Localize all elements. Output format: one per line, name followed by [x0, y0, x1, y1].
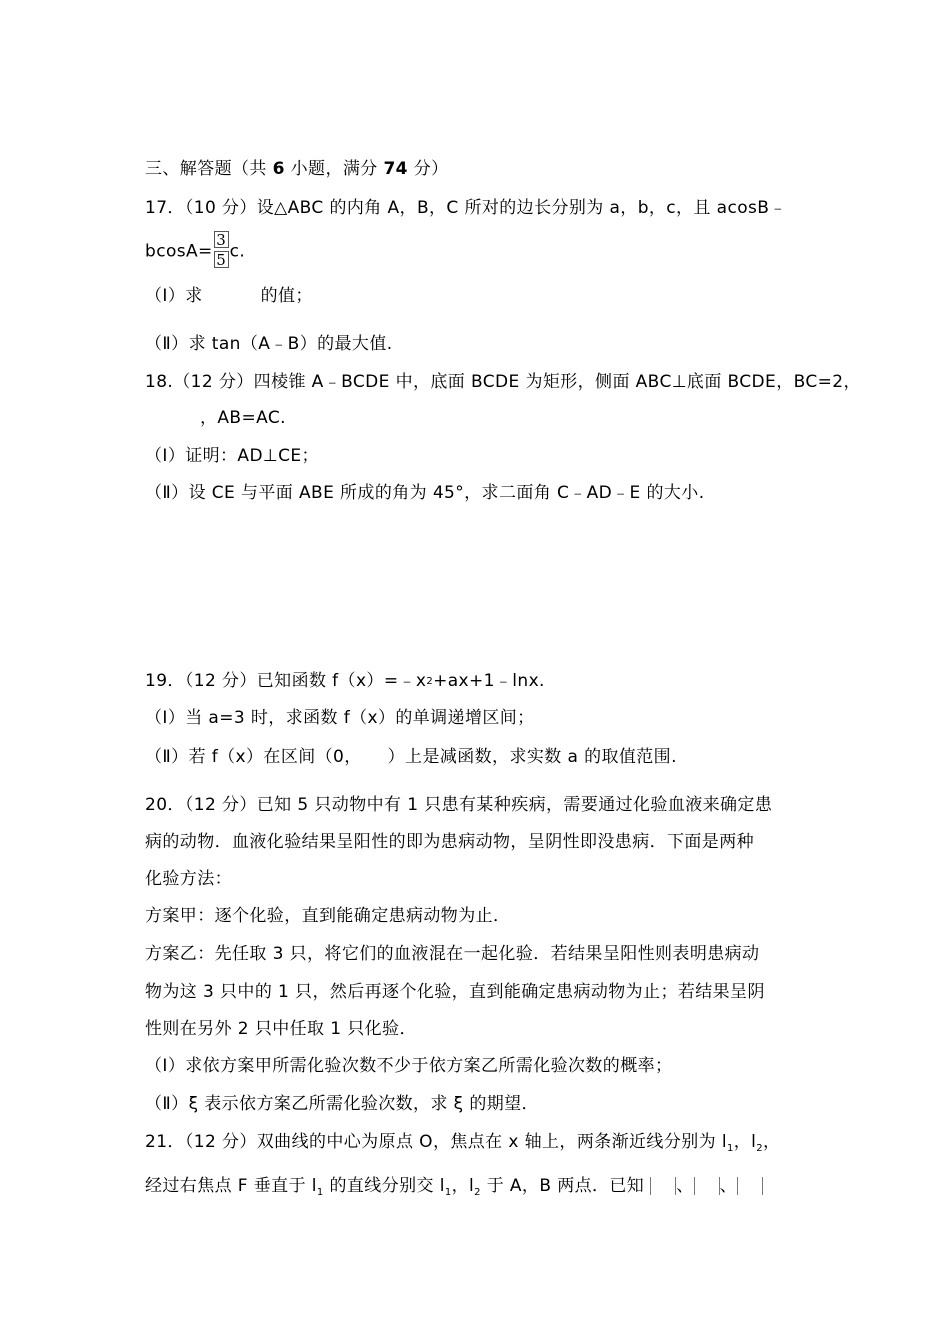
- q20-line2: 病的动物．血液化验结果呈阳性的即为患病动物，呈阴性即没患病．下面是两种: [145, 832, 754, 852]
- q20-plan-b-line2: 物为这 3 只中的 1 只，然后再逐个化验，直到能确定患病动物为止；若结果呈阴: [145, 982, 765, 1002]
- q18-part2: （Ⅱ）设 CE 与平面 ABE 所成的角为 45°，求二面角 C﹣AD﹣E 的大小.: [145, 483, 705, 503]
- q20-line1: 20．（12 分）已知 5 只动物中有 1 只患有某种疾病，需要通过化验血液来确定患: [145, 795, 773, 815]
- q19-part1: （Ⅰ）当 a=3 时，求函数 f（x）的单调递增区间；: [145, 708, 535, 728]
- q18-part1: （Ⅰ）证明：AD⊥CE；: [145, 446, 319, 466]
- q18-line1: 18.（12 分）四棱锥 A﹣BCDE 中，底面 BCDE 为矩形，侧面 ABC⊥底面 BCDE，BC=2，: [145, 372, 861, 392]
- q21-line2: 经过右焦点 F 垂直于 $l_1$ 的直线分别交 $l_1$，$l_2$ 于 A，B 两点．已知 、 、: [145, 1175, 763, 1200]
- q18-line2: ，AB=AC.: [200, 408, 286, 428]
- q19-part2: （Ⅱ）若 f（x）在区间（0， ）上是减函数，求实数 a 的取值范围.: [145, 747, 677, 767]
- q17-part1: （Ⅰ）求 的值；: [145, 286, 313, 306]
- abs-value-bars: 、 、: [644, 1175, 763, 1197]
- q20-part1: （Ⅰ）求依方案甲所需化验次数不少于依方案乙所需化验次数的概率；: [145, 1056, 673, 1076]
- q20-plan-b-line1: 方案乙：先任取 3 只，将它们的血液混在一起化验．若结果呈阳性则表明患病动: [145, 944, 760, 964]
- q17-line2: bcosA= $\frac{3}{5}$ c.: [145, 231, 246, 269]
- q17-part2: （Ⅱ）求 tan（A﹣B）的最大值.: [145, 334, 393, 354]
- q20-plan-a: 方案甲：逐个化验，直到能确定患病动物为止．: [145, 906, 511, 926]
- q20-plan-b-line3: 性则在另外 2 只中任取 1 只化验．: [145, 1019, 417, 1039]
- q17-line1: 17．（10 分）设△ABC 的内角 A，B，C 所对的边长分别为 a，b，c，且 acosB﹣: [145, 198, 787, 218]
- q21-line1: 21．（12 分）双曲线的中心为原点 O，焦点在 x 轴上，两条渐近线分别为 $l_1$，$l_2$，: [145, 1132, 781, 1154]
- fraction-3-5: $\frac{3}{5}$: [214, 231, 229, 268]
- q20-part2: （Ⅱ）ξ 表示依方案乙所需化验次数，求 ξ 的期望．: [145, 1094, 539, 1114]
- q19-line1: 19．（12 分）已知函数 $f(x)=﹣x^2+ax+1﹣\ln x$.: [145, 671, 545, 691]
- section-heading: 三、解答题（共 6 小题，满分 74 分）: [145, 159, 449, 179]
- q20-line3: 化验方法：: [145, 869, 232, 889]
